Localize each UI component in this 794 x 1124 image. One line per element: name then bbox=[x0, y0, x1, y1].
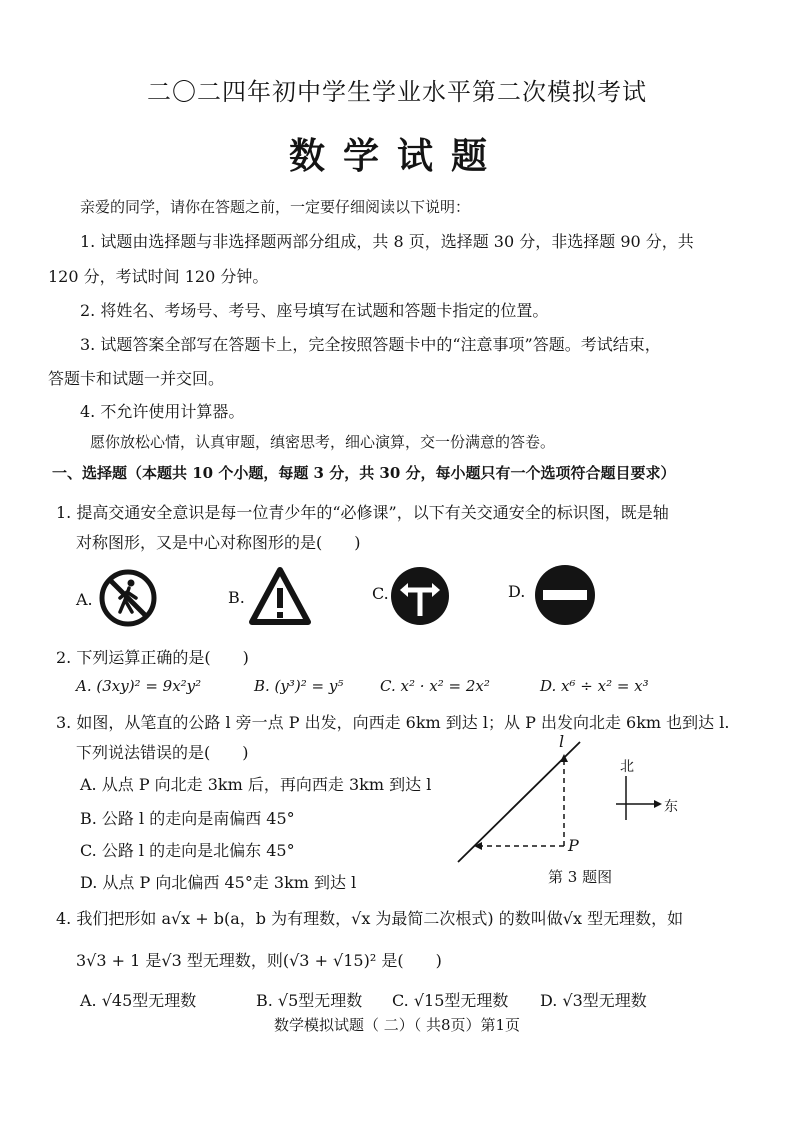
q4-option-a: A. √45型无理数 bbox=[80, 991, 197, 1010]
q4-stem-line2: 3√3 + 1 是√3 型无理数，则(√3 + √15)² 是( ) bbox=[76, 951, 442, 970]
page-footer: 数学模拟试题（ 二）（ 共8页）第1页 bbox=[273, 1016, 521, 1034]
q3-option-d: D. 从点 P 向北偏西 45°走 3km 到达 l bbox=[80, 873, 357, 892]
q2-option-a: A. (3xy)² = 9x²y² bbox=[76, 677, 202, 695]
figure-label-p: P bbox=[568, 836, 579, 855]
instructions-greeting: 亲爱的同学，请你在答题之前，一定要仔细阅读以下说明： bbox=[80, 198, 471, 216]
q3-stem-line1: 3. 如图，从笔直的公路 l 旁一点 P 出发，向西走 6km 到达 l；从 P 出发向北走 6km 也到达 l. bbox=[56, 713, 730, 732]
instruction-3-line2: 答题卡和试题一并交回。 bbox=[48, 369, 225, 388]
q1-option-c-label: C. bbox=[372, 584, 389, 603]
warning-triangle-sign-icon bbox=[248, 566, 312, 626]
q3-stem-line2: 下列说法错误的是( ) bbox=[76, 743, 249, 762]
q4-option-d: D. √3型无理数 bbox=[540, 991, 647, 1010]
section-1-heading: 一、选择题（本题共 10 个小题，每题 3 分，共 30 分，每小题只有一个选项符合题目要求） bbox=[52, 464, 676, 482]
q3-option-b: B. 公路 l 的走向是南偏西 45° bbox=[80, 809, 295, 828]
q4-option-c: C. √15型无理数 bbox=[392, 991, 509, 1010]
q1-stem-line2: 对称图形，又是中心对称图形的是( ) bbox=[76, 533, 361, 552]
q2-option-c: C. x² · x² = 2x² bbox=[380, 677, 490, 695]
q2-option-d: D. x⁶ ÷ x² = x³ bbox=[540, 677, 649, 695]
instruction-2: 2. 将姓名、考场号、考号、座号填写在试题和答题卡指定的位置。 bbox=[80, 301, 549, 320]
compass-east-label: 东 bbox=[664, 799, 678, 815]
q3-option-c: C. 公路 l 的走向是北偏东 45° bbox=[80, 841, 295, 860]
instruction-1-line2: 120 分，考试时间 120 分钟。 bbox=[48, 267, 269, 286]
instruction-4: 4. 不允许使用计算器。 bbox=[80, 402, 245, 421]
no-pedestrian-sign-icon bbox=[98, 568, 158, 628]
figure-label-l: l bbox=[559, 732, 565, 751]
q2-option-b: B. (y³)² = y⁵ bbox=[254, 677, 344, 695]
q1-stem-line1: 1. 提高交通安全意识是每一位青少年的“必修课”，以下有关交通安全的标识图，既是轴 bbox=[56, 503, 669, 522]
q4-option-b: B. √5型无理数 bbox=[256, 991, 363, 1010]
q2-stem: 2. 下列运算正确的是( ) bbox=[56, 648, 249, 667]
q4-stem-line1: 4. 我们把形如 a√x + b(a，b 为有理数，√x 为最简二次根式) 的数叫做√x 型无理数，如 bbox=[56, 909, 684, 928]
q1-option-d-label: D. bbox=[508, 582, 526, 601]
no-entry-sign-icon bbox=[534, 564, 596, 626]
q1-option-a-label: A. bbox=[76, 590, 93, 609]
exam-title: 二〇二四年初中学生学业水平第二次模拟考试 bbox=[147, 78, 647, 106]
q3-option-a: A. 从点 P 向北走 3km 后，再向西走 3km 到达 l bbox=[80, 775, 432, 794]
instruction-3-line1: 3. 试题答案全部写在答题卡上，完全按照答题卡中的“注意事项”答题。考试结束， bbox=[80, 335, 661, 354]
instruction-1-line1: 1. 试题由选择题与非选择题两部分组成，共 8 页，选择题 30 分，非选择题 90 分，共 bbox=[80, 232, 694, 251]
q3-figure-caption: 第 3 题图 bbox=[548, 868, 613, 886]
subject-title: 数学试题 bbox=[288, 135, 505, 177]
instructions-wish: 愿你放松心情，认真审题，缜密思考，细心演算，交一份满意的答卷。 bbox=[90, 433, 556, 451]
turn-left-or-right-sign-icon bbox=[390, 566, 450, 626]
compass-north-label: 北 bbox=[620, 759, 634, 775]
q1-option-b-label: B. bbox=[228, 588, 245, 607]
